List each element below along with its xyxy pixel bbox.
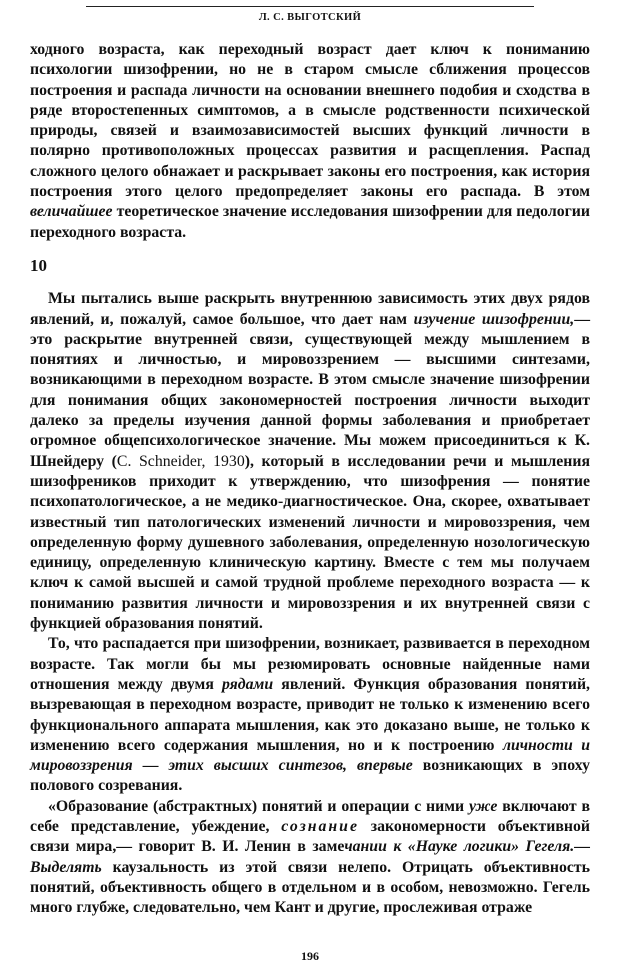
emphasis: величайшее <box>30 203 113 221</box>
text-run: Мы пытались выше раскрыть внутреннюю зависимость этих двух рядов явлений, и, пожалуй, самое большое, что дает нам <box>30 290 590 328</box>
text-run: То, что распадается при шизофрении, возникает, развивается в переходном возрасте. Так могли бы мы резюмировать основные найденные нами отношения между двумя <box>30 635 590 693</box>
body-text <box>30 40 590 918</box>
running-head: Л. С. ВЫГОТСКИЙ <box>258 12 362 23</box>
text-run: возникающих в эпоху полового созревания. <box>30 757 590 795</box>
paragraph-2 <box>30 289 590 634</box>
emphasis: уже <box>468 797 498 815</box>
emphasis: изучение шизофрении, <box>413 310 575 328</box>
text-run: ходного возраста, как переходный возраст дает ключ к пониманию психологии шизофрении, но не в старом смысле сближения процессов построения и распада личности на основании внешнего подобия и сходства в ряде второстепенных симптомов, а в смысле родственности психической природы, связей и взаимозависимостей высших функций личности в полярно противоположных процессах развития и расщепления. Распад сложного целого обнажает и раскрывает законы его построения, как история построения этого целого предопределяет законы его распада. В этом <box>30 41 590 201</box>
text-run: ), который в исследовании речи и мышления шизофреников приходит к утверждению, что шизофрения — понятие психопатологическое, а не медико-диагностическое. Она, скорее, охватывает известный тип патологических изменений личности и мировоззрения, чем определенную форму душевного заболевания, определенную нозологическую единицу, определенную клиническую картину. Вместе с тем мы получаем ключ к самой высшей и самой трудной проблеме переходного возраста — к пониманию развития личности и мировоззрения и их внутренней связи с функцией образования понятий. <box>30 452 590 633</box>
emphasis: чании к «Науке логики» Гегеля.— Выделять <box>30 838 590 876</box>
text-run: включают в себе представление, убеждение, <box>30 797 590 835</box>
text-run: явлений. Функция образования понятий, вызревающая в переходном возрасте, приводит не только к изменению всего функционального аппарата мышления, как это доказано выше, не только к изменению всего содержания мышления, но и к построению <box>30 675 590 754</box>
header-rule <box>86 6 534 7</box>
citation: C. Schneider, 1930 <box>116 452 245 470</box>
text-run: «Образование (абстрактных) понятий и операции с ними <box>48 797 469 815</box>
text-run: — <box>132 757 169 775</box>
spaced-emphasis: сознание <box>281 817 359 835</box>
page-number: 196 <box>301 949 319 963</box>
text-run: закономерности объективной связи мира,— говорит В. И. Ленин в заме <box>30 817 590 856</box>
emphasis: личности и мировоззрения <box>30 736 591 775</box>
emphasis: рядами <box>221 675 274 693</box>
text-run: — это раскрытие внутренней связи, существующей между мышлением в понятиях и личностью, и мировоззрением — высшими синтезами, возникающими в переходном возрасте. В этом смысле значение шизофрении для понимания общих закономерностей построения личности выходит далеко за пределы изучения данной формы заболевания и приобретает огромное общепсихологическое значение. Мы можем присоединиться к К. Шнейдеру ( <box>30 310 590 470</box>
section-number: 10 <box>30 255 47 275</box>
text-run: теоретическое значение исследования шизофрении для педологии переходного возраста. <box>30 203 590 241</box>
emphasis: этих высших синтезов, впервые <box>168 757 413 775</box>
paragraph-4 <box>30 797 590 919</box>
text-run: каузальность из этой связи нелепо. Отрицать объективность понятий, объективность общего в отдельном и в особом, невозможно. Гегель много глубже, следовательно, чем Кант и другие, прослеживая отраже <box>30 858 590 917</box>
paragraph-1 <box>30 40 590 243</box>
paragraph-3 <box>30 634 590 796</box>
